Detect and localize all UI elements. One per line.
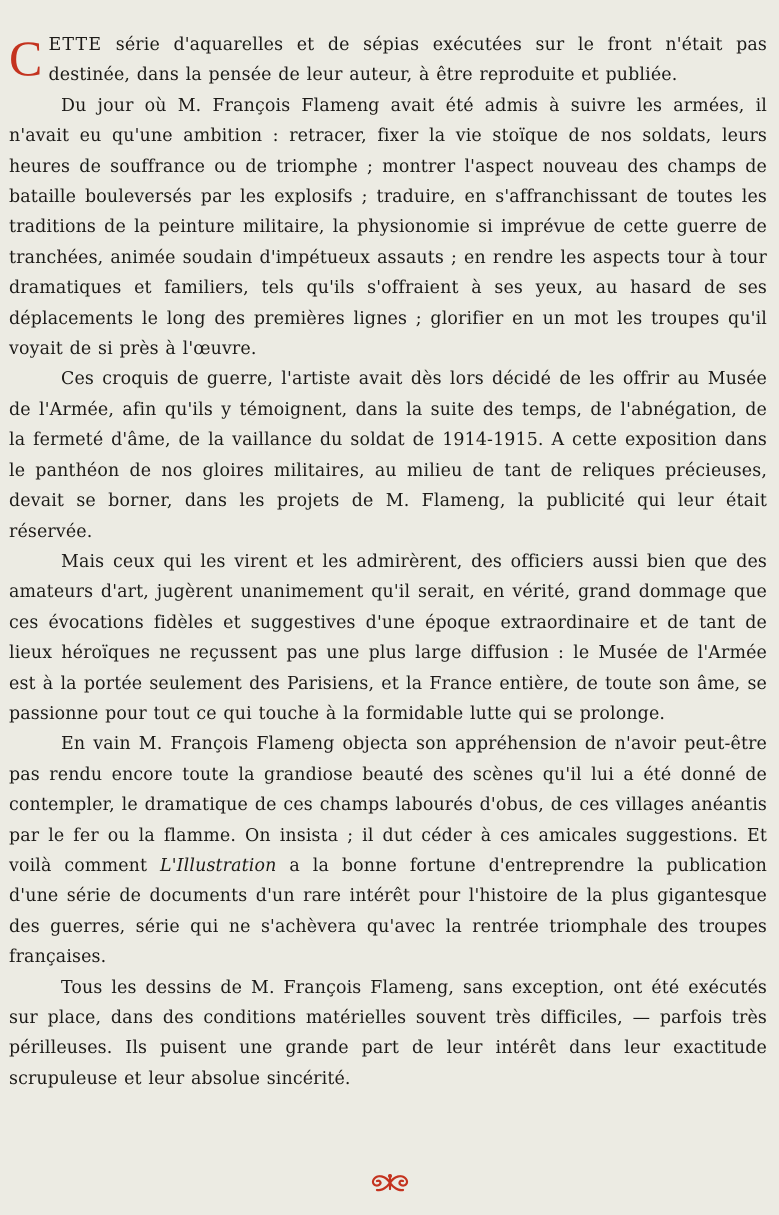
fleuron-ornament-icon — [366, 1170, 414, 1196]
paragraph-2 — [9, 91, 767, 365]
paragraph-5-text-before: En vain M. François Flameng objecta son appréhension de n'avoir peut-être pas rendu encore toute la grandiose beauté des scènes qu'il lui a été donné de contempler, le dramatique de ces champs labourés d'obus, de ces villages anéantis par le fer ou la flamme. On insista ; il dut céder à ces amicales suggestions. Et voilà comment — [9, 734, 767, 876]
article-text — [9, 30, 767, 1094]
paragraph-5 — [9, 729, 767, 972]
paragraph-6-text: Tous les dessins de M. François Flameng, sans exception, ont été exécutés sur place, dans des conditions matérielles souvent très difficiles, — parfois très périlleuses. Ils puisent une grande part de leur intérêt dans leur exactitude scrupuleuse et leur absolue sincérité. — [9, 977, 767, 1089]
first-word-rest: ETTE — [48, 35, 103, 55]
paragraph-4 — [9, 547, 767, 729]
paragraph-4-text: Mais ceux qui les virent et les admirèrent, des officiers aussi bien que des amateurs d'art, jugèrent unanimement qu'il serait, en vérité, grand dommage que ces évocations fidèles et suggestives d'une époque extraordinaire et de tant de lieux héroïques ne reçussent pas une plus large diffusion : le Musée de l'Armée est à la portée seulement des Parisiens, et la France entière, de toute son âme, se passionne pour tout ce qui touche à la formidable lutte qui se prolonge. — [9, 551, 767, 724]
paragraph-6 — [9, 973, 767, 1095]
paragraph-3 — [9, 364, 767, 546]
paragraph-1-text: série d'aquarelles et de sépias exécutées sur le front n'était pas destinée, dans la pensée de leur auteur, à être reproduite et publiée. — [48, 35, 767, 86]
publication-title: L'Illustration — [160, 855, 277, 876]
paragraph-3-text: Ces croquis de guerre, l'artiste avait dès lors décidé de les offrir au Musée de l'Armée, afin qu'ils y témoignent, dans la suite des temps, de l'abnégation, de la fermeté d'âme, de la vaillance du soldat de 1914-1915. A cette exposition dans le panthéon de nos gloires militaires, au milieu de tant de reliques précieuses, devait se borner, dans les projets de M. Flameng, la publicité qui leur était réservée. — [9, 369, 767, 542]
paragraph-5-text-after: a la bonne fortune d'entreprendre la publication d'une série de documents d'un rare intérêt pour l'histoire de la plus gigantesque des guerres, série qui ne s'achèvera qu'avec la rentrée triomphale des troupes françaises. — [9, 855, 767, 968]
drop-cap-letter: C — [9, 30, 43, 86]
paragraph-1 — [9, 30, 767, 91]
paragraph-2-text: Du jour où M. François Flameng avait été admis à suivre les armées, il n'avait eu qu'une ambition : retracer, fixer la vie stoïque de nos soldats, leurs heures de souffrance ou de triomphe ; montrer l'aspect nouveau des champs de bataille bouleversés par les explosifs ; traduire, en s'affranchissant de toutes les traditions de la peinture militaire, la physionomie si imprévue de cette guerre de tranchées, animée soudain d'impétueux assauts ; en rendre les aspects tour à tour dramatiques et familiers, tels qu'ils s'offraient à ses yeux, au hasard de ses déplacements le long des premières lignes ; glorifier en un mot les troupes qu'il voyait de si près à l'œuvre. — [9, 95, 767, 360]
